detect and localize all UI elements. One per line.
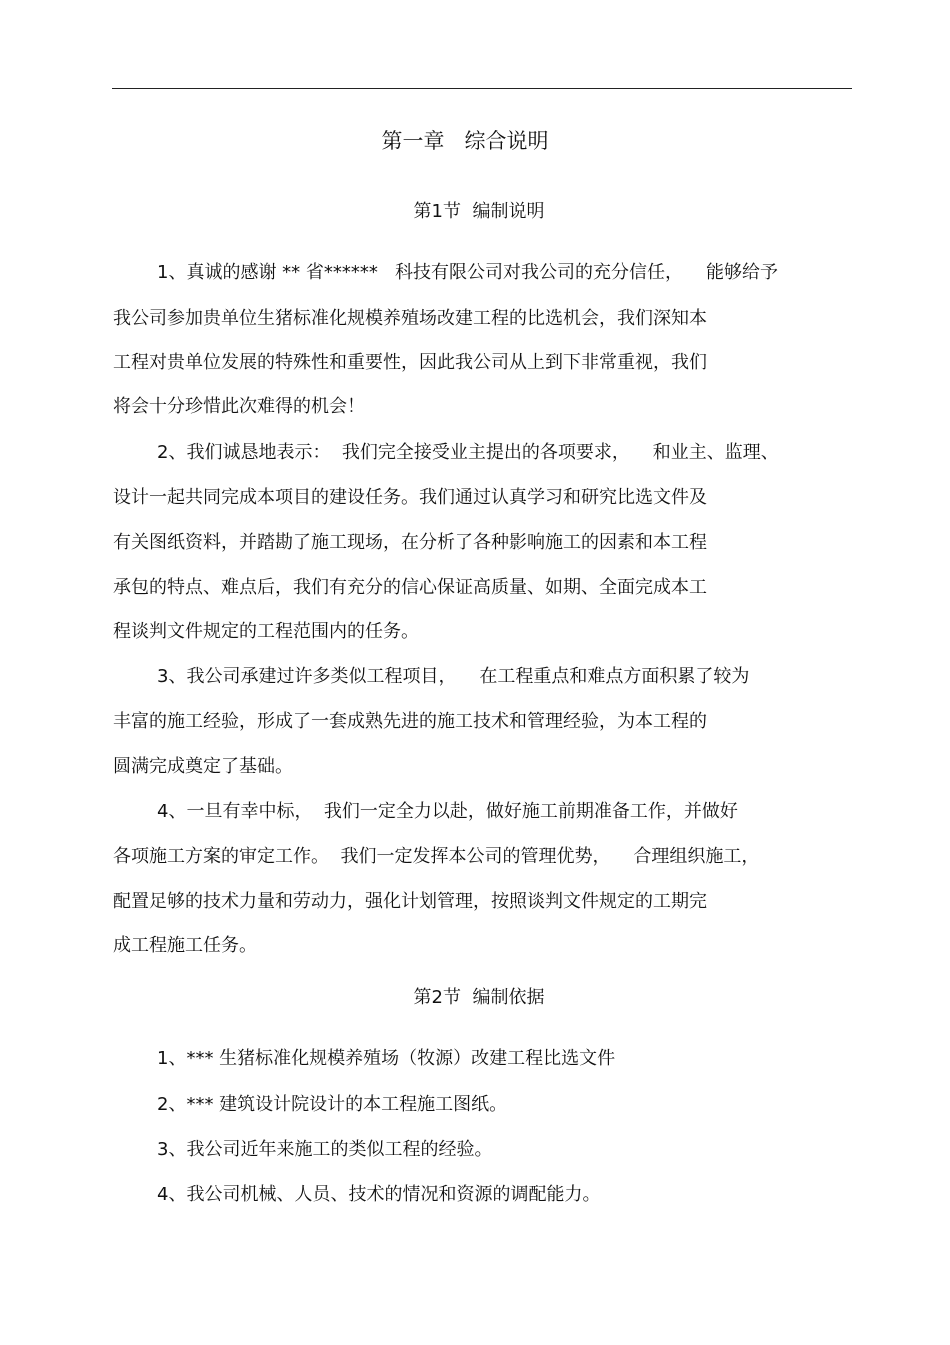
paragraph-line: 配置足够的技术力量和劳动力，强化计划管理，按照谈判文件规定的工期完: [113, 891, 707, 912]
section-1-title: 第1节 编制说明: [413, 201, 545, 222]
paragraph-line: 圆满完成奠定了基础。: [113, 756, 293, 777]
paragraph-line: 将会十分珍惜此次难得的机会！: [113, 396, 365, 417]
paragraph-line: 各项施工方案的审定工作。 我们一定发挥本公司的管理优势， 合理组织施工，: [113, 846, 760, 867]
paragraph-line: 我公司参加贵单位生猪标准化规模养殖场改建工程的比选机会，我们深知本: [113, 308, 707, 329]
paragraph-line: 设计一起共同完成本项目的建设任务。我们通过认真学习和研究比选文件及: [113, 487, 707, 508]
section-2-title: 第2节 编制依据: [413, 987, 545, 1008]
paragraph-line: 有关图纸资料，并踏勘了施工现场，在分析了各种影响施工的因素和本工程: [113, 532, 707, 553]
list-item: 3、我公司近年来施工的类似工程的经验。: [157, 1139, 493, 1160]
list-item: 1、*** 生猪标准化规模养殖场（牧源）改建工程比选文件: [157, 1048, 616, 1069]
paragraph-line: 承包的特点、难点后，我们有充分的信心保证高质量、如期、全面完成本工: [113, 577, 707, 598]
paragraph-line: 4、一旦有幸中标， 我们一定全力以赴，做好施工前期准备工作，并做好: [157, 801, 738, 822]
list-item: 2、*** 建筑设计院设计的本工程施工图纸。: [157, 1094, 508, 1115]
paragraph-line: 3、我公司承建过许多类似工程项目， 在工程重点和难点方面积累了较为: [157, 666, 750, 687]
header-rule: [112, 88, 852, 89]
list-item: 4、我公司机械、人员、技术的情况和资源的调配能力。: [157, 1184, 601, 1205]
paragraph-line: 1、真诚的感谢 ** 省****** 科技有限公司对我公司的充分信任， 能够给予: [157, 262, 778, 283]
paragraph-line: 2、我们诚恳地表示： 我们完全接受业主提出的各项要求， 和业主、监理、: [157, 442, 779, 463]
paragraph-line: 工程对贵单位发展的特殊性和重要性，因此我公司从上到下非常重视，我们: [113, 352, 707, 373]
paragraph-line: 程谈判文件规定的工程范围内的任务。: [113, 621, 419, 642]
paragraph-line: 成工程施工任务。: [113, 935, 257, 956]
chapter-title: 第一章 综合说明: [381, 129, 549, 153]
paragraph-line: 丰富的施工经验，形成了一套成熟先进的施工技术和管理经验，为本工程的: [113, 711, 707, 732]
